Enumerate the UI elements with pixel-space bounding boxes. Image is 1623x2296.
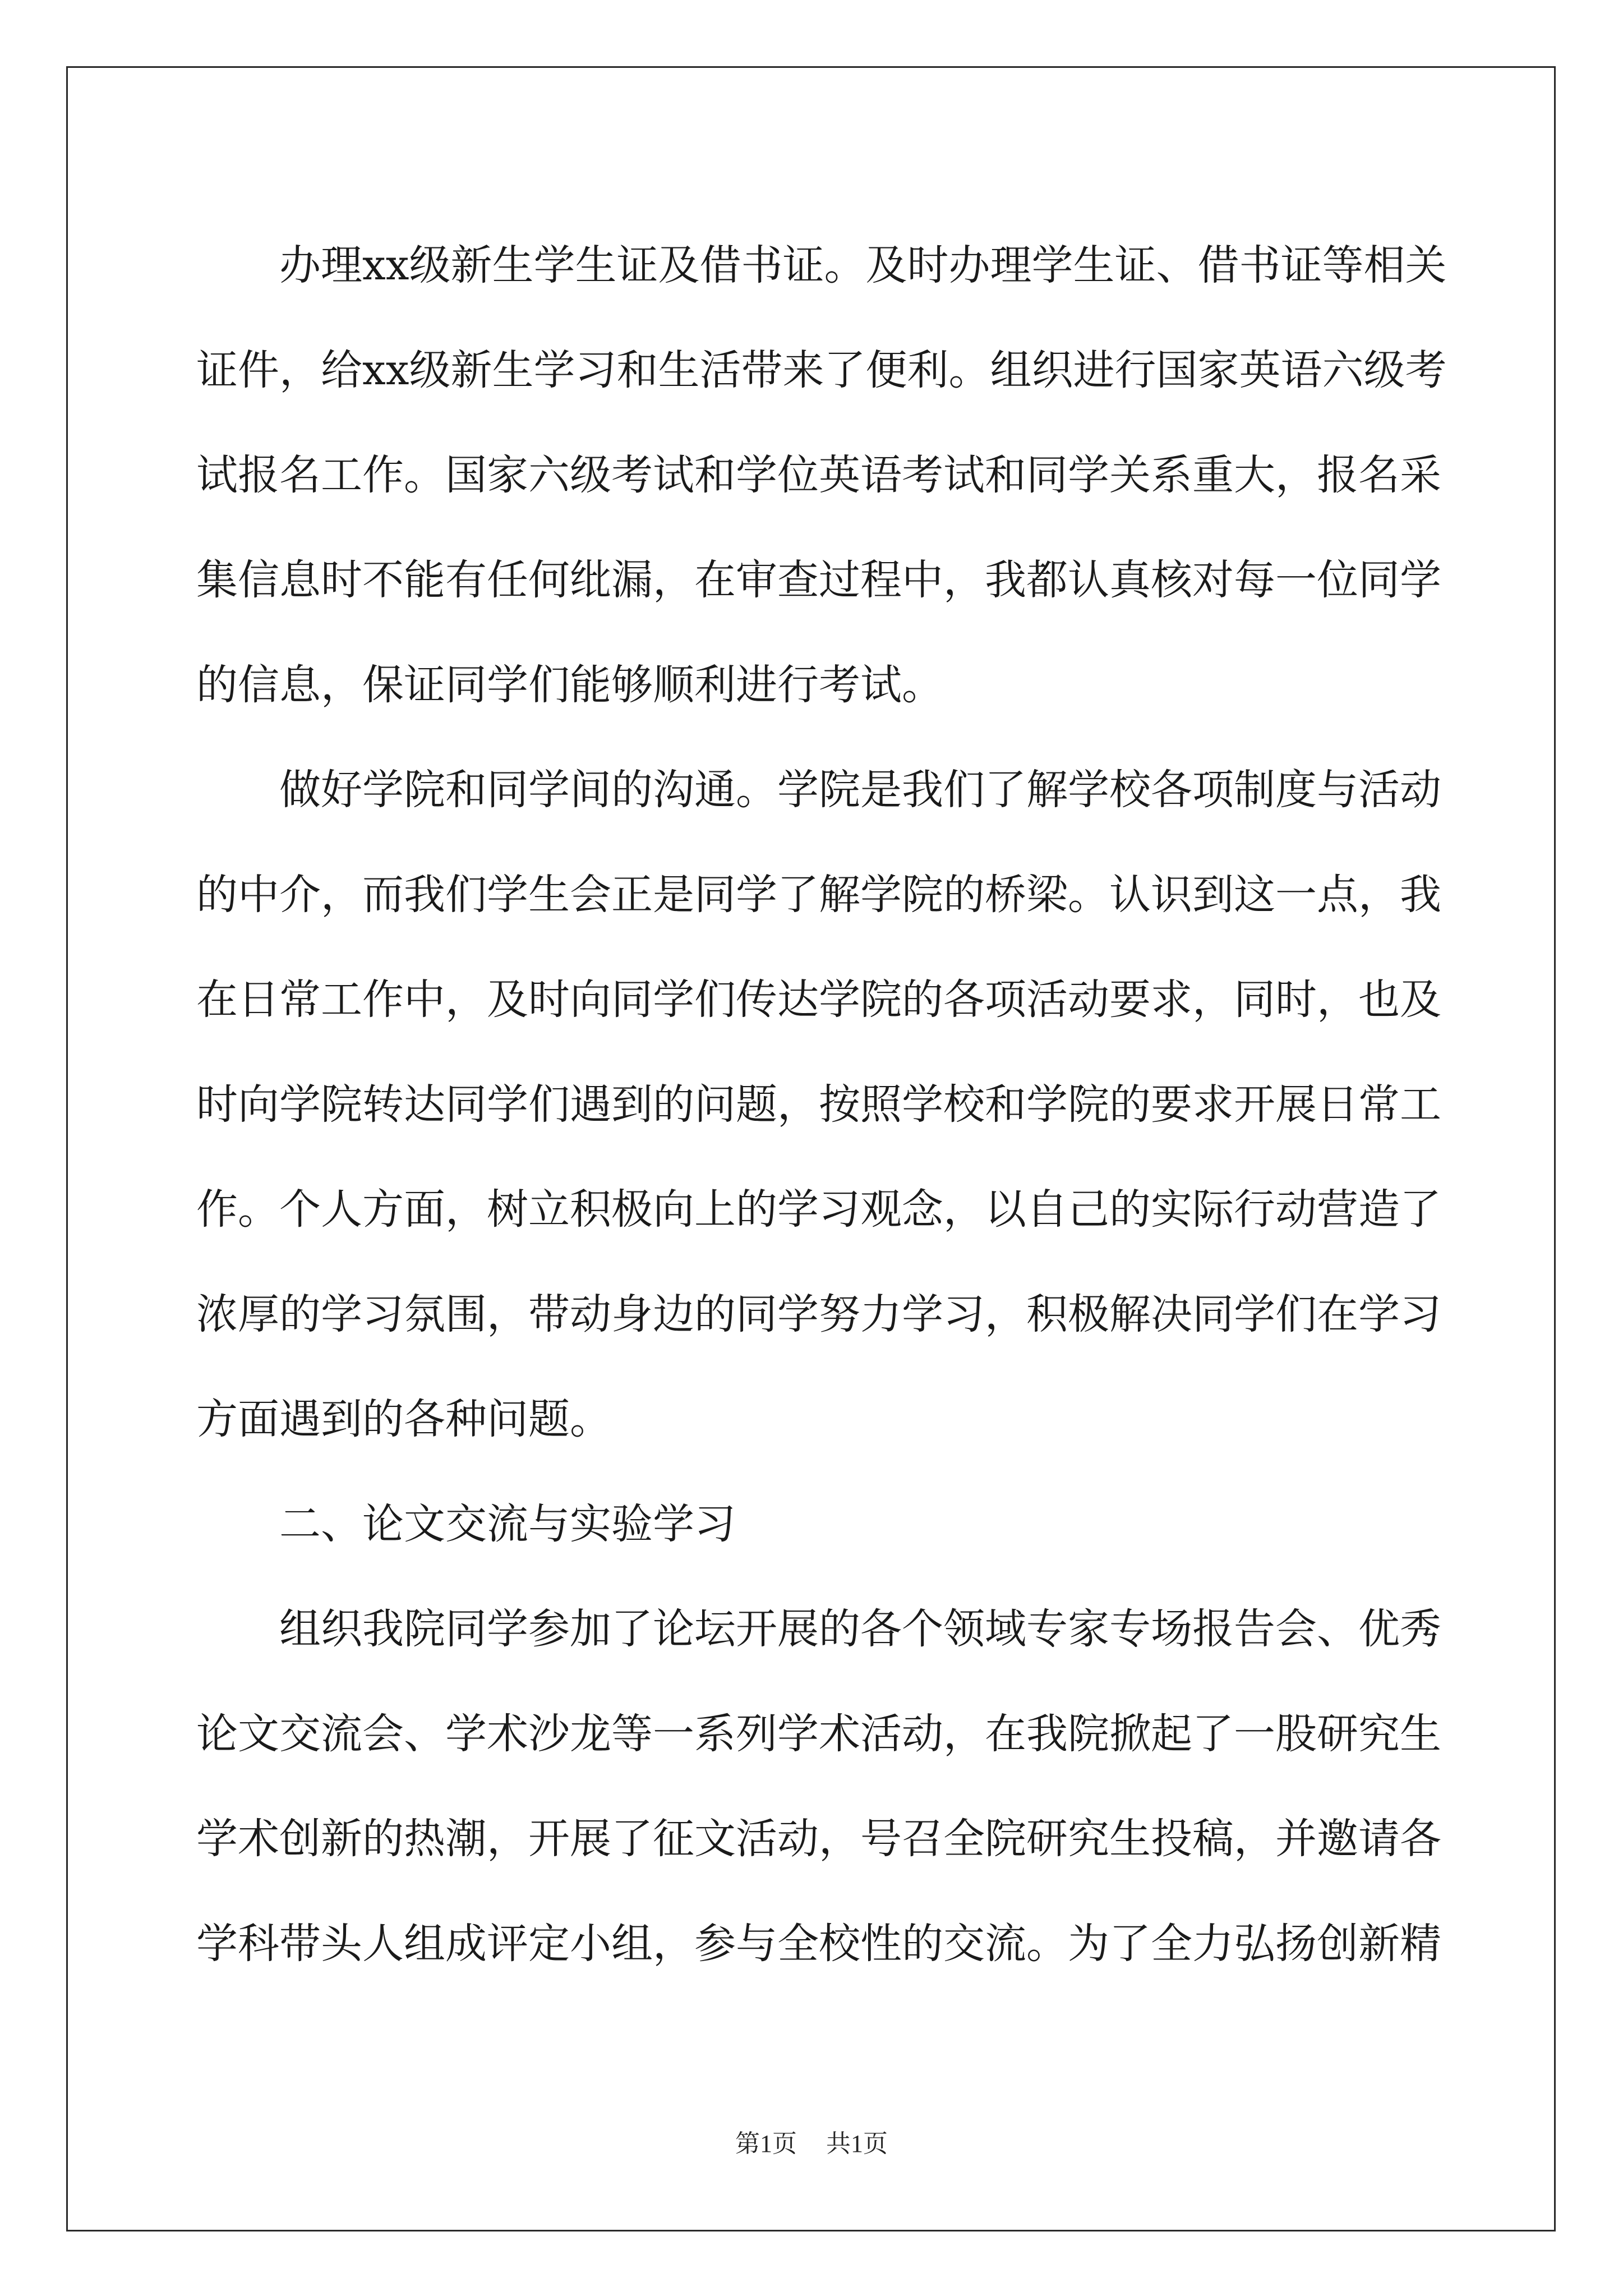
text-line: 的中介，而我们学生会正是同学了解学院的桥梁。认识到这一点，我 [196, 871, 1441, 919]
text-line: 的信息，保证同学们能够顺利进行考试。 [196, 661, 943, 709]
text-line: 试报名工作。国家六级考试和学位英语考试和同学关系重大，报名采 [196, 451, 1441, 499]
text-line: 在日常工作中，及时向同学们传达学院的各项活动要求，同时，也及 [196, 976, 1441, 1024]
text-line: 论文交流会、学术沙龙等一系列学术活动，在我院掀起了一股研究生 [196, 1710, 1441, 1758]
text-line: 办理xx级新生学生证及借书证。及时办理学生证、借书证等相关 [279, 241, 1447, 289]
page-footer [0, 2123, 1623, 2159]
text-line: 集信息时不能有任何纰漏，在审查过程中，我都认真核对每一位同学 [196, 556, 1441, 604]
document-body [196, 213, 1447, 1996]
text-line: 作。个人方面，树立积极向上的学习观念，以自己的实际行动营造了 [196, 1185, 1441, 1234]
text-line: 方面遇到的各种问题。 [196, 1395, 611, 1443]
text-line: 学术创新的热潮，开展了征文活动，号召全院研究生投稿，并邀请各 [196, 1815, 1441, 1863]
text-line: 组织我院同学参加了论坛开展的各个领域专家专场报告会、优秀 [279, 1605, 1441, 1653]
text-line: 浓厚的学习氛围，带动身边的同学努力学习，积极解决同学们在学习 [196, 1290, 1441, 1338]
text-line: 时向学院转达同学们遇到的问题，按照学校和学院的要求开展日常工 [196, 1080, 1441, 1129]
page-total: 共1页 [826, 2130, 888, 2157]
page-number: 第1页 [735, 2130, 797, 2157]
text-line: 学科带头人组成评定小组，参与全校性的交流。为了全力弘扬创新精 [196, 1920, 1441, 1968]
text-line: 证件，给xx级新生学习和生活带来了便利。组织进行国家英语六级考 [196, 346, 1447, 394]
section-heading: 二、论文交流与实验学习 [279, 1500, 736, 1548]
text-line: 做好学院和同学间的沟通。学院是我们了解学校各项制度与活动 [279, 766, 1441, 814]
